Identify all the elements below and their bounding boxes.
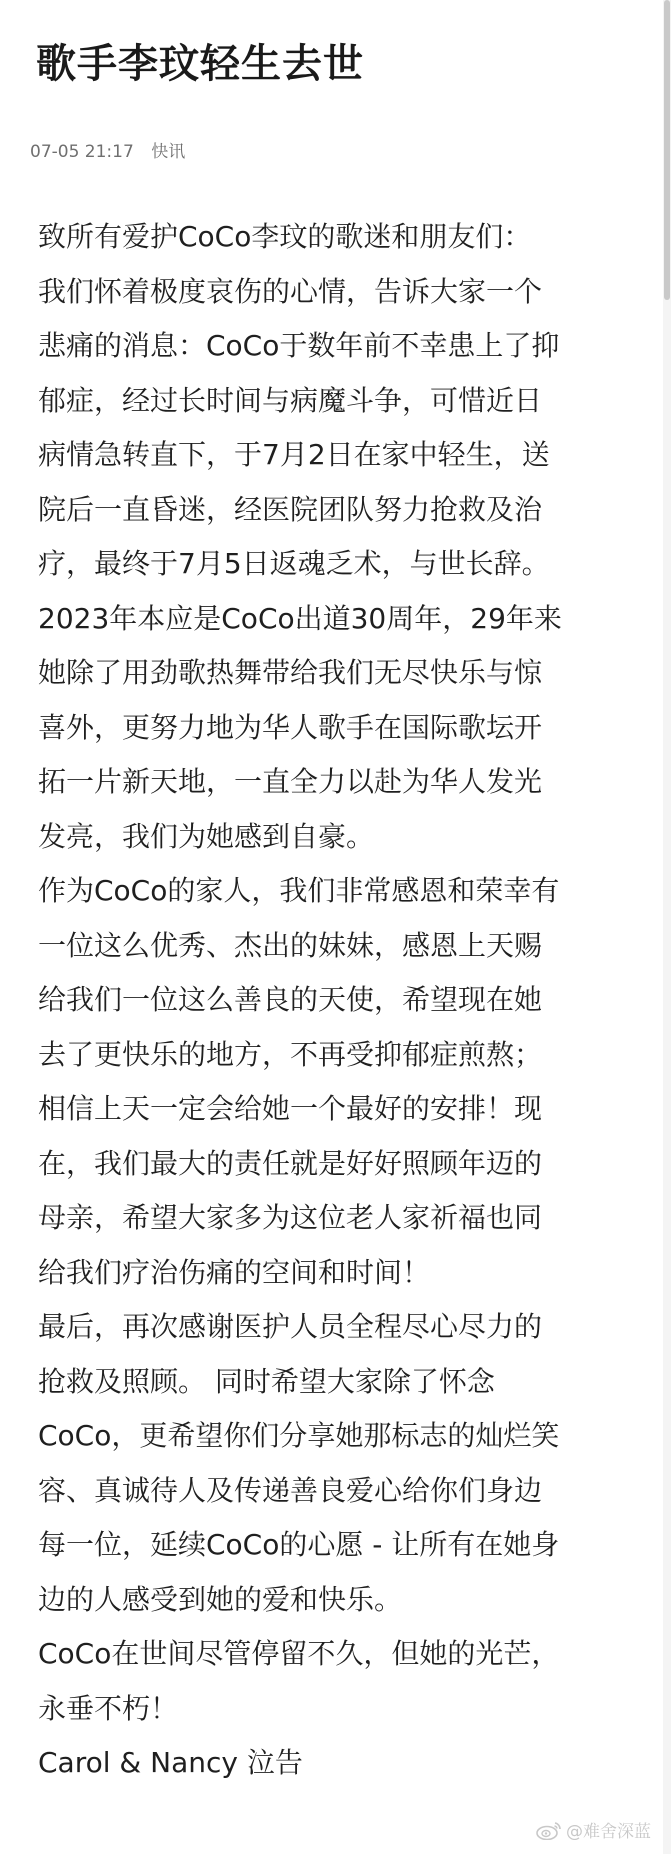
body-line: 她除了用劲歌热舞带给我们无尽快乐与惊 [38,656,543,689]
article-body [38,210,638,1791]
body-line: 作为CoCo的家人，我们非常感恩和荣幸有 [38,874,560,907]
body-line: 拓一片新天地，一直全力以赴为华人发光 [38,765,543,798]
body-line: 一位这么优秀、杰出的妹妹，感恩上天赐 [38,928,543,962]
article-meta [30,140,185,164]
watermark-text: @难舍深蓝 [566,1822,651,1842]
body-line: 边的人感受到她的爱和快乐。 [38,1582,403,1616]
body-line: 发亮，我们为她感到自豪。 [38,819,375,853]
scrollbar-thumb[interactable] [664,0,670,300]
body-line: 给我们疗治伤痛的空间和时间！ [38,1255,431,1289]
body-line: 给我们一位这么善良的天使，希望现在她 [38,983,543,1016]
body-line: Carol & Nancy 泣告 [38,1746,303,1779]
weibo-icon [536,1820,562,1840]
body-line: 最后，再次感谢医护人员全程尽心尽力的 [38,1310,543,1343]
article-title: 歌手李玟轻生去世 [36,41,364,87]
body-line: 悲痛的消息：CoCo于数年前不幸患上了抑 [38,329,560,362]
body-line: 去了更快乐的地方，不再受抑郁症煎熬； [38,1037,543,1071]
body-line: 我们怀着极度哀伤的心情，告诉大家一个 [38,274,543,308]
article-date: 07-05 21:17 [30,142,134,162]
body-line: 容、真诚待人及传递善良爱心给你们身边 [38,1473,543,1507]
scrollbar[interactable] [663,0,671,1854]
body-line: CoCo在世间尽管停留不久，但她的光芒， [38,1637,560,1670]
body-line: 院后一直昏迷，经医院团队努力抢救及治 [38,492,543,526]
body-line: 喜外，更努力地为华人歌手在国际歌坛开 [38,710,543,744]
body-line: 疗，最终于7月5日返魂乏术，与世长辞。 [38,547,550,580]
body-line: 病情急转直下，于7月2日在家中轻生，送 [38,438,550,471]
body-line: 永垂不朽！ [38,1691,179,1725]
body-line: 抢救及照顾。 同时希望大家除了怀念 [38,1364,495,1398]
body-line: 母亲，希望大家多为这位老人家祈福也同 [38,1201,543,1234]
body-line: 每一位，延续CoCo的心愿 - 让所有在她身 [38,1528,560,1561]
body-line: 郁症，经过长时间与病魔斗争，可惜近日 [38,383,543,417]
body-line: 致所有爱护CoCo李玟的歌迷和朋友们： [38,220,532,253]
watermark [536,1817,651,1842]
body-line: 2023年本应是CoCo出道30周年，29年来 [38,601,562,635]
article-category: 快讯 [151,142,186,162]
body-line: 相信上天一定会给她一个最好的安排！现 [38,1092,543,1125]
body-line: CoCo，更希望你们分享她那标志的灿烂笑 [38,1419,560,1452]
body-line: 在，我们最大的责任就是好好照顾年迈的 [38,1146,543,1180]
